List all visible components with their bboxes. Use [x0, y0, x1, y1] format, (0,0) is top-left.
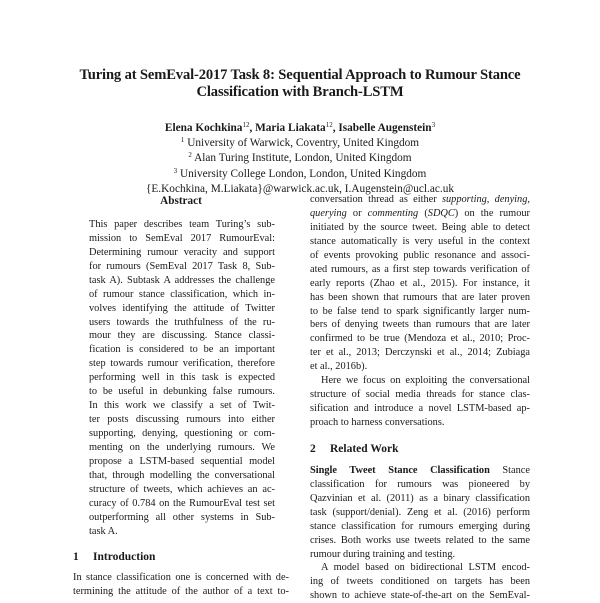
- section-title: Introduction: [93, 550, 156, 563]
- abstract-line: task A.: [89, 525, 118, 537]
- title-line-1: Turing at SemEval-2017 Task 8: Sequential Approach to Rumour Stance: [79, 67, 521, 83]
- abstract-line: to be useful in debunking false rumours.: [89, 386, 275, 398]
- paper-title: [40, 67, 560, 101]
- body-line: early reports (Zhao et al., 2015). For instance, it: [310, 277, 530, 289]
- author-affiliation-mark: 12: [325, 121, 333, 129]
- body-line: proach to harness conversations.: [310, 417, 445, 428]
- body-line: [310, 193, 530, 207]
- body-line: task (support/denial). Zeng et al. (2016) perform: [310, 506, 530, 518]
- text-run: ) on the rumour: [454, 207, 531, 219]
- abstract-line: structure of tweets, which achieves an ac-: [89, 483, 275, 495]
- abstract-body: [89, 218, 275, 539]
- abstract-line: mission to SemEval 2017 RumourEval:: [89, 232, 275, 244]
- affiliation-text: University of Warwick, Coventry, United Kingdom: [187, 137, 420, 150]
- italic-term: supporting: [441, 194, 487, 205]
- abstract-line: for rumours (SemEval 2017 Task 8, Sub-: [89, 260, 275, 272]
- body-line: shown to achieve state-of-the-art on the SemEval-: [310, 590, 530, 602]
- text-run: Stance: [502, 464, 530, 476]
- italic-term: querying: [310, 207, 347, 219]
- abstract-line: mour they are discussing. Stance classi-: [89, 330, 275, 342]
- run-in-heading: Single Tweet Stance Classification: [310, 464, 490, 476]
- abstract-line: menting on the underlying rumours. We: [89, 441, 275, 453]
- author-affiliation-mark: 12: [242, 121, 250, 129]
- related-work-body: [310, 464, 530, 603]
- affiliation-mark: 1: [180, 136, 185, 145]
- abstract-heading: Abstract: [160, 195, 202, 207]
- affiliation-mark: 3: [173, 166, 178, 175]
- body-line: [310, 207, 530, 221]
- body-line: Here we focus on exploiting the conversational: [321, 375, 530, 387]
- abstract-line: This paper describes team Turing’s sub-: [89, 218, 275, 230]
- abstract-line: supporting, denying, questioning or com-: [89, 428, 275, 440]
- body-line: In stance classification one is concerned with de-: [73, 572, 289, 584]
- author-name: Elena Kochkina: [164, 122, 243, 134]
- body-line: has been shown that rumours that are later proven: [310, 291, 530, 303]
- text-run: or: [346, 207, 368, 219]
- affiliation-text: Alan Turing Institute, London, United Kingdom: [194, 152, 412, 165]
- abstract-line: step towards rumour verification, therefore: [89, 358, 275, 370]
- affiliation-1: [40, 136, 560, 151]
- body-line: rumour during training and testing.: [310, 548, 456, 560]
- text-run: ,: [486, 194, 495, 205]
- abstract-line: ter posts discussing rumours into either: [89, 414, 275, 426]
- abstract-line: In this work we classify a set of Twit-: [89, 400, 275, 412]
- abstract-line: outperforming all other systems in Sub-: [89, 511, 275, 523]
- body-line: bers of denying tweets than rumours that are later: [310, 319, 530, 331]
- abstract-line: curacy of 0.784 on the RumourEval test set: [89, 497, 275, 509]
- author-names: Elena Kochkina$^{12}$, Maria Liakata$^{12}$, Isabelle Augenstein$^3$: [164, 121, 436, 134]
- body-line: [310, 464, 530, 478]
- body-line: stance classification for rumours emerging during: [310, 520, 530, 532]
- abstract-line: Determining rumour veracity and support: [89, 246, 275, 258]
- body-line: termining the attitude of the author of a text to-: [73, 586, 289, 598]
- affiliation-mark: 2: [188, 151, 192, 160]
- body-line: initiated by the source tweet. Being able to detect: [310, 221, 530, 233]
- author-block: [40, 121, 560, 197]
- section-heading-related-work: [310, 443, 530, 457]
- section-title: Related Work: [330, 442, 399, 455]
- body-line: confirmed to be true (Mendoza et al., 2010; Proc-: [310, 333, 530, 345]
- section-number: 2: [310, 442, 316, 455]
- left-column: [73, 195, 289, 599]
- body-line: stance automatically is very useful in the context: [310, 235, 530, 247]
- right-column: [310, 193, 530, 603]
- body-line: ter et al., 2013; Derczynski et al., 2014; Zubiaga: [310, 347, 530, 359]
- introduction-continued: [310, 193, 530, 374]
- affiliation-2: [40, 151, 560, 166]
- author-name: Isabelle Augenstein: [338, 122, 432, 134]
- body-line: ated rumours, as a first step towards verification of: [310, 263, 530, 275]
- abstract-line: propose a LSTM-based sequential model: [89, 455, 275, 467]
- body-line: sification and introduce a novel LSTM-based ap-: [310, 403, 530, 415]
- affiliation-text: University College London, London, United Kingdom: [180, 167, 427, 180]
- author-affiliation-mark: 3: [431, 121, 436, 129]
- text-run: conversation thread as either: [310, 194, 442, 205]
- body-line: of events provoking public resonance and associ-: [310, 249, 530, 261]
- abstract-line: fication is considered to be an important: [89, 344, 275, 356]
- body-line: crises. Both works use tweets related to the same: [310, 534, 530, 546]
- affiliation-3: [40, 167, 560, 182]
- body-line: to be false tend to spark significantly larger num-: [310, 305, 530, 317]
- author-emails: {E.Kochkina, M.Liakata}@warwick.ac.uk, I.Augenstein@ucl.ac.uk: [145, 182, 454, 195]
- body-line: A model based on bidirectional LSTM encod-: [321, 562, 530, 574]
- body-line: ing of tweets conditioned on targets has been: [310, 576, 530, 588]
- section-number: 1: [73, 550, 79, 563]
- italic-term: commenting: [367, 207, 419, 219]
- section-heading-introduction: [73, 551, 289, 565]
- italic-term: denying: [494, 194, 528, 205]
- abstract-line: of rumour stance classification, which in-: [89, 288, 275, 300]
- abstract-line: performing well in this task is expected: [89, 372, 275, 384]
- abstract-line: that, through modelling the conversational: [89, 469, 275, 481]
- body-line: structure of social media threads for stance clas-: [310, 389, 530, 401]
- abstract-line: task A). Subtask A addresses the challenge: [89, 274, 275, 286]
- text-run: ,: [527, 194, 530, 205]
- abstract-line: volves identifying the attitude of Twitter: [89, 302, 275, 314]
- author-name: Maria Liakata: [255, 122, 326, 134]
- body-line: classification for rumours was pioneered by: [310, 478, 530, 490]
- introduction-body: [73, 571, 289, 599]
- italic-term: SDQC: [427, 207, 455, 219]
- text-run: (: [418, 207, 428, 219]
- body-line: et al., 2016b).: [310, 361, 368, 373]
- introduction-paragraph-2: [310, 374, 530, 430]
- abstract-line: users towards the truthfulness of the ru-: [89, 316, 275, 328]
- title-line-2: Classification with Branch-LSTM: [196, 84, 404, 100]
- body-line: Qazvinian et al. (2011) as a binary classification: [310, 492, 530, 504]
